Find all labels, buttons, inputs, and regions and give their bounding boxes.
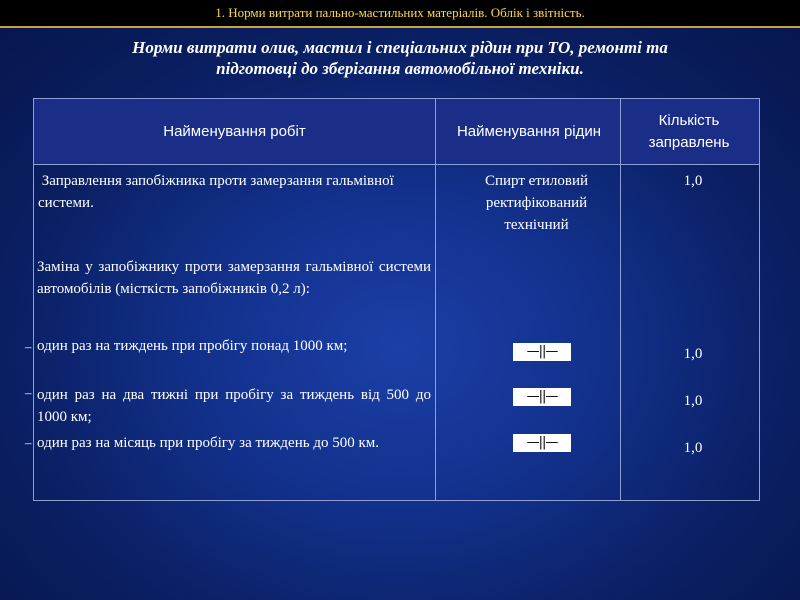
- header-title: 1. Норми витрати пально-мастильних матеріалів. Облік і звітність.: [215, 5, 585, 20]
- subitem-1-bullet: –: [25, 339, 32, 354]
- subitem-2-count-text: 1,0: [683, 393, 703, 409]
- row1-work-text: Заправлення запобіжника проти замерзання гальмівної системи.: [38, 173, 398, 211]
- consumption-norms-table: [25, 98, 760, 501]
- subitem-2-bullet: –: [25, 385, 32, 400]
- subitem-1-work-text: один раз на тиждень при пробігу понад 1000 км;: [37, 338, 348, 354]
- column-header-works: Найменування робіт: [163, 123, 306, 140]
- slide-title-line-1: Норми витрати олив, мастил і спеціальних рідин при ТО, ремонті та: [132, 38, 668, 57]
- column-divider-1: [435, 99, 436, 500]
- subitem-3-count-text: 1,0: [683, 440, 703, 456]
- top-header-bar: [0, 0, 800, 28]
- slide-title: [60, 37, 740, 79]
- column-divider-2: [620, 99, 621, 500]
- row2-work-text: Заміна у запобіжнику проти замерзання гальмівної системи автомобілів (місткість запобіжників 0,2 л):: [37, 259, 431, 297]
- subitem-2-work-text: один раз на два тижні при пробігу за тиждень від 500 до 1000 км;: [37, 387, 431, 425]
- subitem-3-bullet: –: [25, 435, 32, 450]
- column-header-fluids: Найменування рідин: [456, 123, 602, 140]
- subitem-3-work-text: один раз на місяць при пробігу за тиждень до 500 км.: [37, 435, 379, 451]
- row1-count-text: 1,0: [683, 173, 703, 189]
- subitem-1-count-text: 1,0: [683, 346, 703, 362]
- column-header-count: Кількість заправлень: [648, 112, 730, 151]
- row1-fluid-text: Спирт етиловий ректифікований технічний: [484, 173, 589, 233]
- subitem-1-ditto-mark: —||—: [513, 343, 571, 361]
- slide-title-line-2: підготовці до зберігання автомобільної техніки.: [216, 59, 584, 78]
- subitem-3-ditto-mark: —||—: [513, 434, 571, 452]
- subitem-2-ditto-mark: —||—: [513, 388, 571, 406]
